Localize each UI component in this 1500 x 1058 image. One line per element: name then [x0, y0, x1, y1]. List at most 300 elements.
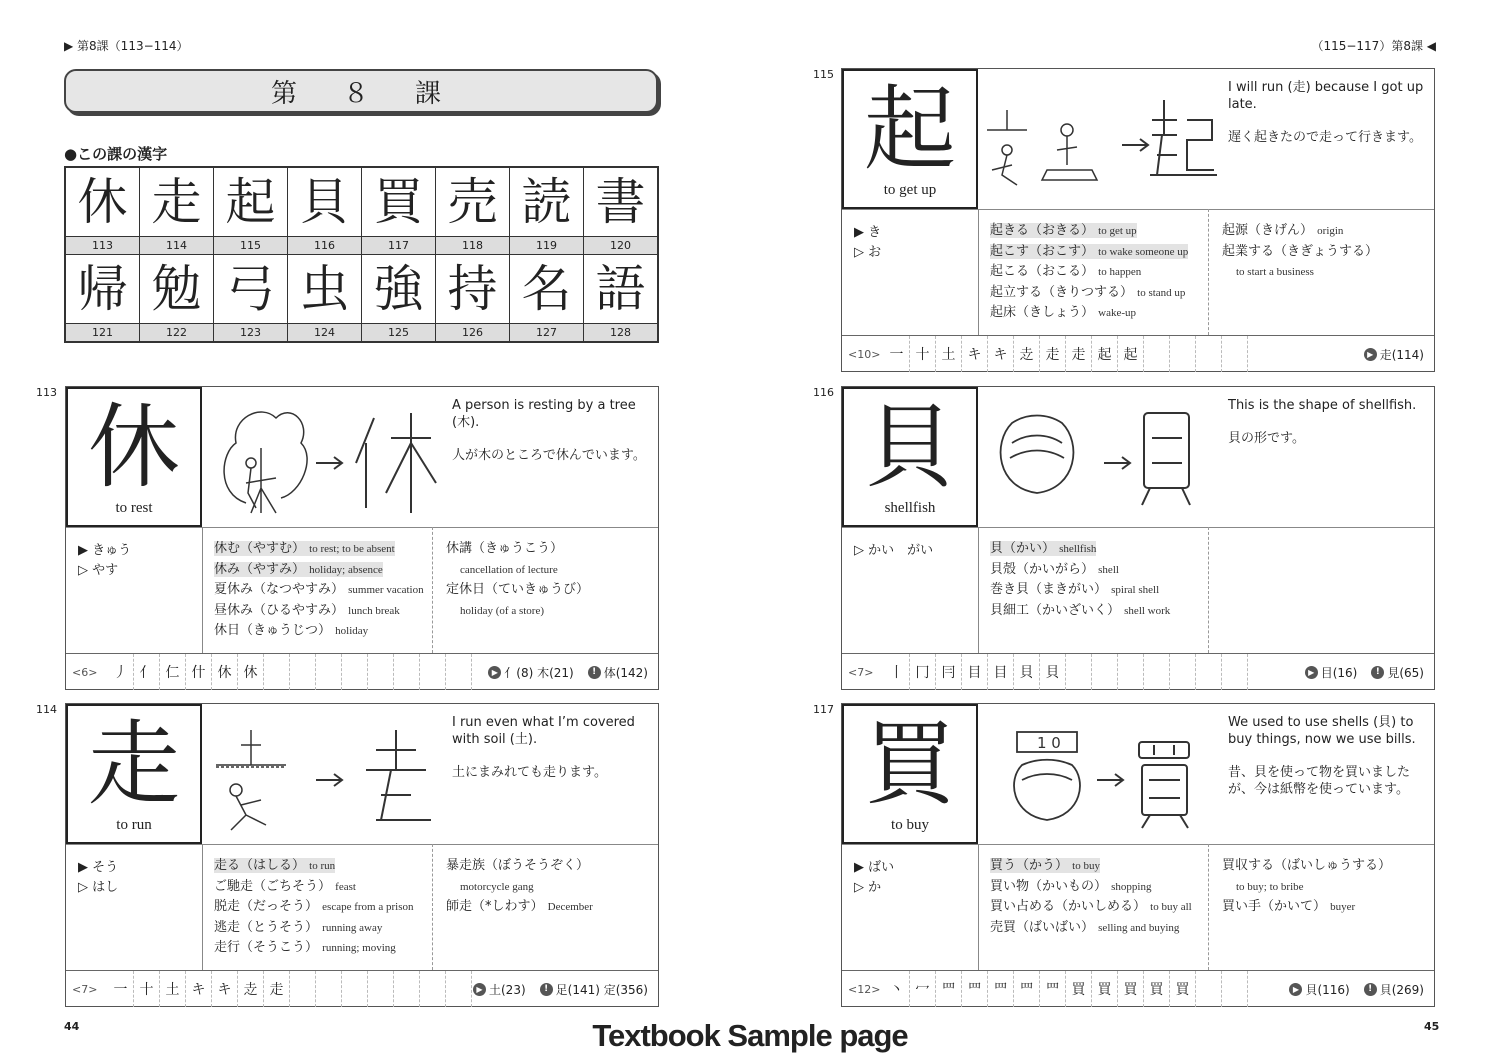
stroke-order-row: [66, 970, 658, 1007]
vocab-english: origin: [1317, 225, 1344, 237]
vocab-word: 逃走（とうそう）: [214, 919, 319, 935]
stroke-empty-cell: [446, 654, 472, 690]
stroke-empty-cell: [420, 971, 446, 1007]
stroke-step: 罒: [936, 971, 962, 1007]
description-english: We used to use shells (貝) to buy things, now we use bills.: [1228, 715, 1416, 747]
kanji-number-row: [65, 324, 658, 343]
vocab-english: to get up: [1098, 225, 1137, 237]
readings: [854, 858, 894, 898]
stroke-step: 罒: [962, 971, 988, 1007]
advanced-vocabulary-list: [446, 539, 589, 621]
vocabulary-list: [990, 539, 1170, 621]
stroke-step: 土: [160, 971, 186, 1007]
component-ref: 走(114): [1379, 347, 1424, 362]
kanji-number: 119: [510, 237, 584, 255]
kanji-meaning: to run: [116, 817, 152, 833]
vocab-english: December: [547, 901, 593, 913]
stroke-step: 目: [962, 654, 988, 690]
kanji-card-115: [841, 68, 1435, 372]
vocab-english: shopping: [1111, 880, 1152, 893]
vocab-word: 脱走（だっそう）: [214, 899, 319, 914]
stroke-empty-cell: [316, 971, 342, 1007]
stroke-empty-cell: [368, 654, 394, 690]
kanji-meaning: to rest: [115, 500, 153, 516]
stroke-empty-cell: [1196, 336, 1222, 372]
vocab-word: 起業する（きぎょうする）: [1222, 243, 1379, 259]
kanji-cell: 虫: [288, 255, 362, 324]
vocab-word: 買う（かう）: [990, 858, 1069, 873]
advanced-vocabulary-list: [1222, 856, 1391, 918]
kanji-number: 123: [214, 324, 288, 343]
vocab-english: summer vacation: [348, 584, 424, 596]
reading: ▷ はし: [78, 880, 119, 895]
stroke-step: 丶: [884, 971, 910, 1007]
vocabulary-list: [990, 221, 1188, 324]
vocab-item: [446, 580, 589, 601]
kanji-cell: 買: [362, 167, 436, 237]
readings: [854, 541, 933, 561]
vocab-english: to wake someone up: [1098, 245, 1189, 258]
vocab-item: [990, 560, 1170, 581]
related-kanji-refs: [488, 654, 648, 690]
stroke-step: 仁: [160, 654, 186, 690]
kanji-card-117: [841, 703, 1435, 1007]
stroke-step: 赱: [1014, 336, 1040, 372]
vocab-item: [214, 856, 413, 877]
kanji-number: 125: [362, 324, 436, 343]
stroke-step: 起: [1118, 336, 1144, 372]
vocab-word: ご馳走（ごちそう）: [214, 878, 332, 894]
reading: ▷ お: [854, 245, 882, 260]
kanji-number: 122: [140, 324, 214, 343]
right-page-number: 45: [1424, 1020, 1440, 1033]
divider: [842, 209, 1434, 210]
description-english: I run even what I’m covered with soil (土).: [452, 715, 635, 747]
vocab-english: to happen: [1098, 266, 1142, 278]
divider: [978, 527, 979, 653]
kanji-card-114: [65, 703, 659, 1007]
vocab-word: 巻き貝（まきがい）: [990, 582, 1108, 597]
play-icon: ▶: [1364, 348, 1377, 361]
reading: ▷ かい がい: [854, 543, 934, 558]
play-icon: ▶: [488, 666, 501, 679]
stroke-empty-cell: [368, 971, 394, 1007]
vocabulary-list: [214, 539, 424, 642]
reading: ▷ やす: [78, 563, 119, 578]
vocab-word: 起こる（おこる）: [990, 264, 1095, 279]
stroke-step: 十: [910, 336, 936, 372]
stroke-step: 一: [108, 971, 134, 1007]
stroke-step: キ: [212, 971, 238, 1007]
component-ref: 目(16): [1320, 665, 1358, 680]
stroke-empty-cell: [1222, 336, 1248, 372]
left-page-number: 44: [64, 1020, 80, 1033]
kanji-number-row: [65, 237, 658, 255]
vocab-english: wake-up: [1098, 307, 1137, 319]
stroke-empty-cell: [342, 971, 368, 1007]
vocab-item: [214, 918, 413, 939]
stroke-empty-cell: [316, 654, 342, 690]
vocab-english: selling and buying: [1098, 921, 1180, 934]
kanji-character: 貝: [863, 394, 956, 501]
kanji-cell: 強: [362, 255, 436, 324]
vocab-item: [990, 856, 1192, 877]
kanji-box: [842, 69, 978, 209]
right-header: （115−117）第8課 ◀: [1311, 39, 1436, 53]
stroke-empty-cell: [264, 654, 290, 690]
stroke-step: 買: [1092, 971, 1118, 1007]
kanji-row: [65, 167, 658, 237]
vocab-word: 買収する（ばいしゅうする）: [1222, 858, 1392, 873]
vocab-english: motorcycle gang: [460, 880, 534, 893]
stroke-step: 買: [1118, 971, 1144, 1007]
description-japanese: 貝の形です。: [1228, 431, 1305, 446]
kanji-meaning: to buy: [891, 817, 929, 833]
vocab-english: buyer: [1330, 901, 1356, 913]
stroke-step: キ: [186, 971, 212, 1007]
kanji-cell: 語: [584, 255, 659, 324]
kanji-cell: 名: [510, 255, 584, 324]
stroke-empty-cell: [1144, 654, 1170, 690]
reading: ▶ ばい: [854, 860, 895, 875]
vocab-english: holiday (of a store): [460, 604, 544, 617]
stroke-empty-cell: [1092, 654, 1118, 690]
stroke-empty-cell: [1196, 971, 1222, 1007]
stroke-empty-cell: [1170, 336, 1196, 372]
kanji-number: 118: [436, 237, 510, 255]
vocab-english: holiday: [335, 625, 369, 637]
vocab-item: [990, 242, 1188, 263]
stroke-step: 赱: [238, 971, 264, 1007]
stroke-step: キ: [988, 336, 1014, 372]
divider: [978, 209, 979, 335]
kanji-description: [1228, 714, 1428, 798]
stroke-count: <12>: [848, 982, 881, 996]
kanji-meaning: shellfish: [884, 500, 936, 516]
kanji-card-116: [841, 386, 1435, 690]
vocab-item: [990, 877, 1192, 898]
vocab-item: [990, 601, 1170, 622]
kanji-number: 114: [140, 237, 214, 255]
vocabulary-list: [214, 856, 413, 959]
stroke-step: 冖: [910, 971, 936, 1007]
kanji-description: [452, 714, 652, 781]
kanji-box: [66, 387, 202, 527]
kanji-box: [842, 704, 978, 844]
vocab-item: [990, 897, 1192, 918]
stroke-empty-cell: [290, 654, 316, 690]
vocab-english: escape from a prison: [322, 901, 414, 913]
vocab-word: 貝（かい）: [990, 541, 1056, 556]
vocab-item: [446, 601, 589, 622]
vocab-item: [1222, 877, 1391, 898]
divider: [842, 844, 1434, 845]
related-kanji-refs: [1364, 336, 1424, 372]
kanji-cell: 書: [584, 167, 659, 237]
stroke-order-row: [842, 335, 1434, 372]
vocab-word: 起床（きしょう）: [990, 305, 1095, 320]
readings: [854, 223, 881, 263]
kanji-card-113: [65, 386, 659, 690]
vocab-item: [214, 938, 413, 959]
kanji-description: [452, 397, 652, 464]
kanji-number: 115: [214, 237, 288, 255]
stroke-step: キ: [962, 336, 988, 372]
kanji-cell: 貝: [288, 167, 362, 237]
stroke-empty-cell: [1118, 654, 1144, 690]
vocab-english: lunch break: [348, 604, 400, 617]
component-ref: 土(23): [489, 982, 526, 997]
vocab-english: to run: [309, 860, 336, 872]
pictograph-illustration: [206, 710, 441, 840]
stroke-empty-cell: [446, 971, 472, 1007]
pictograph-illustration: [206, 393, 441, 523]
vocab-item: [1222, 897, 1391, 918]
reading: ▶ そう: [78, 860, 119, 875]
divider: [1208, 527, 1209, 653]
kanji-character: 起: [863, 76, 956, 183]
kanji-cell: 起: [214, 167, 288, 237]
stroke-order-row: [66, 653, 658, 690]
component-ref: 貝(116): [1305, 982, 1350, 997]
divider: [202, 527, 203, 653]
vocab-word: 走行（そうこう）: [214, 940, 319, 955]
kanji-number: 127: [510, 324, 584, 343]
stroke-empty-cell: [420, 654, 446, 690]
vocab-word: 買い物（かいもの）: [990, 878, 1108, 894]
vocab-item: [446, 877, 593, 898]
vocab-english: to stand up: [1137, 286, 1186, 299]
similar-kanji-ref: 体(142): [603, 665, 648, 680]
vocab-item: [990, 918, 1192, 939]
vocab-word: 起立する（きりつする）: [990, 284, 1134, 300]
vocab-item: [990, 262, 1188, 283]
vocab-english: spiral shell: [1111, 584, 1160, 596]
kanji-description: [1228, 79, 1428, 146]
kanji-character: 走: [87, 711, 180, 818]
divider: [66, 844, 658, 845]
stroke-order-row: [842, 970, 1434, 1007]
kanji-list-label: ●この課の漢字: [64, 145, 168, 163]
stroke-empty-cell: [1066, 654, 1092, 690]
card-number: 117: [813, 703, 834, 716]
description-japanese: 昔、貝を使って物を買いましたが、今は紙幣を使っています。: [1228, 765, 1411, 797]
vocab-word: 休み（やすみ）: [214, 561, 306, 577]
kanji-number: 124: [288, 324, 362, 343]
description-english: I will run (走) because I got up late.: [1228, 80, 1424, 112]
divider: [842, 527, 1434, 528]
vocab-english: running away: [322, 921, 383, 934]
stroke-empty-cell: [1196, 654, 1222, 690]
stroke-step: 罒: [988, 971, 1014, 1007]
svg-text:1 0: 1 0: [1037, 734, 1061, 752]
stroke-step: 丨: [884, 654, 910, 690]
vocab-item: [214, 560, 424, 581]
footer-caption: Textbook Sample page: [592, 1018, 908, 1053]
vocab-english: shellfish: [1059, 543, 1097, 555]
stroke-step: 罒: [1014, 971, 1040, 1007]
stroke-step: 走: [1066, 336, 1092, 372]
advanced-vocabulary-list: [446, 856, 593, 918]
stroke-order-row: [842, 653, 1434, 690]
stroke-step: 土: [936, 336, 962, 372]
kanji-row: [65, 255, 658, 324]
vocab-word: 買い手（かいて）: [1222, 899, 1327, 914]
card-number: 113: [36, 386, 57, 399]
play-icon: ▶: [473, 983, 486, 996]
readings: [78, 858, 118, 898]
vocab-word: 休日（きゅうじつ）: [214, 623, 332, 638]
vocab-word: 昼休み（ひるやすみ）: [214, 602, 345, 618]
vocab-english: to start a business: [1236, 266, 1314, 278]
related-kanji-refs: [1289, 971, 1424, 1007]
reading: ▶ きゅう: [78, 543, 132, 558]
vocab-word: 貝細工（かいざいく）: [990, 602, 1121, 618]
kanji-cell: 読: [510, 167, 584, 237]
component-ref: 亻(8) 木(21): [504, 665, 574, 680]
stroke-empty-cell: [290, 971, 316, 1007]
vocab-item: [446, 897, 593, 918]
vocabulary-list: [990, 856, 1192, 938]
stroke-step: 起: [1092, 336, 1118, 372]
vocab-item: [990, 221, 1188, 242]
vocab-item: [446, 856, 593, 877]
stroke-count: <6>: [72, 665, 98, 679]
card-number: 116: [813, 386, 834, 399]
play-icon: ▶: [1305, 666, 1318, 679]
kanji-number: 113: [65, 237, 140, 255]
kanji-description: [1228, 397, 1428, 447]
kanji-cell: 勉: [140, 255, 214, 324]
divider: [432, 844, 433, 970]
vocab-word: 休む（やすむ）: [214, 541, 306, 556]
pictograph-illustration: [982, 75, 1217, 205]
kanji-box: [842, 387, 978, 527]
vocab-english: to rest; to be absent: [309, 543, 395, 555]
description-japanese: 人が木のところで休んでいます。: [452, 448, 646, 463]
vocab-word: 起こす（おこす）: [990, 243, 1095, 259]
exclamation-icon: !: [540, 983, 553, 996]
kanji-character: 休: [87, 394, 180, 501]
exclamation-icon: !: [1371, 666, 1384, 679]
vocab-item: [214, 621, 424, 642]
divider: [432, 527, 433, 653]
vocab-word: 買い占める（かいしめる）: [990, 899, 1147, 914]
kanji-box: [66, 704, 202, 844]
stroke-empty-cell: [342, 654, 368, 690]
divider: [66, 527, 658, 528]
stroke-step: 休: [212, 654, 238, 690]
play-icon: ▶: [1289, 983, 1302, 996]
vocab-word: 師走（*しわす）: [446, 899, 544, 914]
related-kanji-refs: [1305, 654, 1424, 690]
readings: [78, 541, 131, 581]
vocab-english: to buy; to bribe: [1236, 880, 1304, 893]
exclamation-icon: !: [588, 666, 601, 679]
divider: [978, 844, 979, 970]
stroke-empty-cell: [394, 971, 420, 1007]
vocab-item: [990, 539, 1170, 560]
stroke-step: 貝: [1040, 654, 1066, 690]
lesson-title: 第 ８ 課: [64, 69, 658, 113]
card-number: 114: [36, 703, 57, 716]
vocab-english: feast: [335, 880, 356, 893]
vocab-english: cancellation of lecture: [460, 563, 558, 576]
vocab-item: [214, 601, 424, 622]
stroke-empty-cell: [394, 654, 420, 690]
similar-kanji-ref: 貝(269): [1379, 982, 1424, 997]
stroke-step: 走: [1040, 336, 1066, 372]
vocab-word: 走る（はしる）: [214, 858, 306, 873]
stroke-step: 休: [238, 654, 264, 690]
kanji-meaning: to get up: [883, 182, 937, 198]
kanji-table: [64, 166, 659, 343]
vocab-item: [214, 580, 424, 601]
stroke-empty-cell: [1170, 654, 1196, 690]
stroke-step: 罒: [1040, 971, 1066, 1007]
kanji-number: 121: [65, 324, 140, 343]
stroke-empty-cell: [1222, 971, 1248, 1007]
stroke-step: 亻: [134, 654, 160, 690]
kanji-cell: 帰: [65, 255, 140, 324]
kanji-cell: 弓: [214, 255, 288, 324]
kanji-cell: 売: [436, 167, 510, 237]
description-japanese: 土にまみれても走ります。: [452, 765, 607, 780]
related-kanji-refs: [473, 971, 648, 1007]
stroke-count: <10>: [848, 347, 881, 361]
stroke-step: 一: [884, 336, 910, 372]
stroke-step: 買: [1144, 971, 1170, 1007]
vocab-item: [1222, 221, 1378, 242]
vocab-word: 売買（ばいばい）: [990, 919, 1095, 935]
kanji-cell: 休: [65, 167, 140, 237]
vocab-item: [1222, 262, 1378, 283]
vocab-english: shell: [1098, 563, 1119, 576]
stroke-step: 走: [264, 971, 290, 1007]
vocab-english: holiday; absence: [309, 563, 383, 576]
kanji-number: 126: [436, 324, 510, 343]
stroke-step: 十: [134, 971, 160, 1007]
kanji-cell: 走: [140, 167, 214, 237]
stroke-step: 買: [1170, 971, 1196, 1007]
pictograph-illustration: [982, 710, 1217, 840]
vocab-word: 貝殻（かいがら）: [990, 561, 1095, 577]
description-english: A person is resting by a tree (木).: [452, 398, 636, 430]
vocab-english: shell work: [1124, 604, 1171, 617]
vocab-item: [990, 303, 1188, 324]
kanji-cell: 持: [436, 255, 510, 324]
divider: [202, 844, 203, 970]
vocab-item: [990, 580, 1170, 601]
description-english: This is the shape of shellfish.: [1228, 398, 1417, 413]
kanji-character: 買: [863, 711, 956, 818]
stroke-step: 冃: [936, 654, 962, 690]
advanced-vocabulary-list: [1222, 221, 1378, 283]
reading: ▷ か: [854, 880, 882, 895]
exclamation-icon: !: [1364, 983, 1377, 996]
vocab-item: [214, 539, 424, 560]
vocab-item: [990, 283, 1188, 304]
stroke-empty-cell: [1222, 654, 1248, 690]
kanji-number: 120: [584, 237, 659, 255]
vocab-english: to buy all: [1150, 901, 1192, 913]
vocab-word: 起きる（おきる）: [990, 223, 1095, 238]
stroke-step: 丿: [108, 654, 134, 690]
stroke-step: 貝: [1014, 654, 1040, 690]
stroke-step: 什: [186, 654, 212, 690]
stroke-step: 買: [1066, 971, 1092, 1007]
kanji-number: 128: [584, 324, 659, 343]
